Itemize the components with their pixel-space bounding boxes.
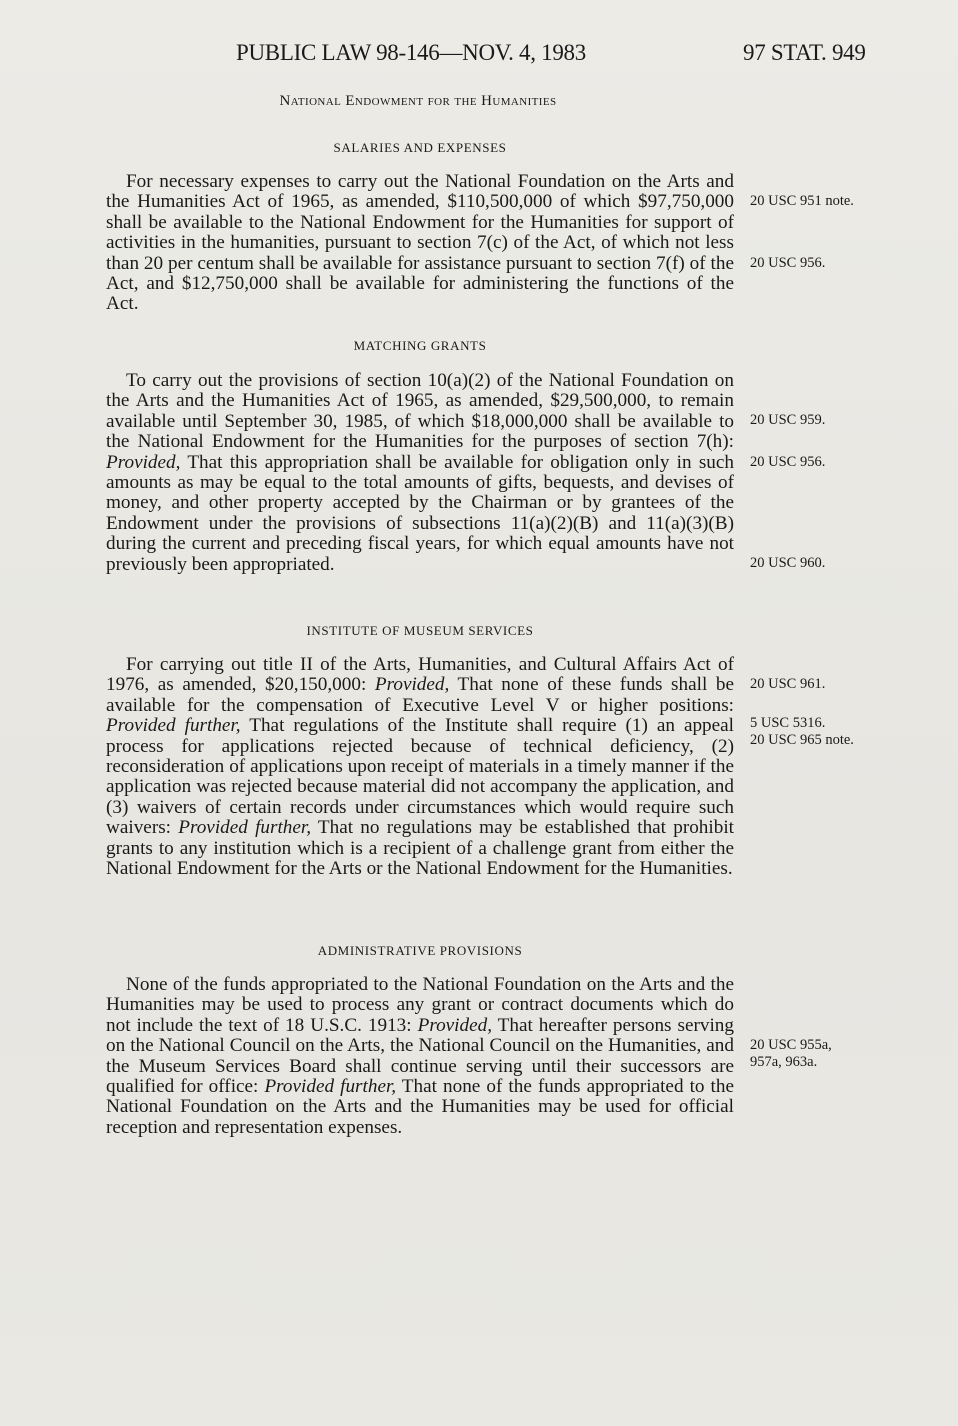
- proviso-museum-2: Provided further,: [106, 715, 241, 737]
- paragraph-museum-text-2: That none of these funds shall be available for the compensation of Executive Level V or higher positions:: [106, 674, 734, 716]
- running-header-title: PUBLIC LAW 98-146—NOV. 4, 1983: [236, 40, 586, 65]
- proviso-admin-2: Provided further,: [264, 1076, 397, 1098]
- paragraph-admin-text-2: That hereafter persons serving on the National Council on the Arts, the National Council on the Humanities, and the Museum Services Board shall continue serving until their successors are qualified for office:: [106, 1014, 734, 1098]
- paragraph-admin: [106, 975, 734, 1138]
- margin-note: 5 USC 5316.: [750, 715, 826, 731]
- paragraph-museum-text-4: That no regulations may be established that prohibit grants to any institution which is a recipient of a challenge grant from either the National Endowment for the Arts or the National Endowment for the Humanities.: [106, 817, 734, 880]
- margin-note: 20 USC 959.: [750, 412, 826, 428]
- margin-note: 957a, 963a.: [750, 1054, 818, 1070]
- subhead-museum: INSTITUTE OF MUSEUM SERVICES: [306, 623, 534, 638]
- margin-note: 20 USC 956.: [750, 255, 826, 271]
- margin-note: 20 USC 961.: [750, 676, 826, 692]
- paragraph-museum: [106, 655, 734, 879]
- running-header-statute-page: 97 STAT. 949: [743, 40, 866, 65]
- margin-note: 20 USC 960.: [750, 555, 826, 571]
- paragraph-salaries-text: For necessary expenses to carry out the National Foundation on the Arts and the Humanities Act of 1965, as amended, $110,500,000 of which $97,750,000 shall be available to the National Endowment for the Humanities for support of activities in the humanities, pursuant to section 7(c) of the Act, of which not less than 20 per centum shall be available for assistance pursuant to section 7(f) of the Act, and $12,750,000 shall be available for administering the functions of the Act.: [106, 171, 734, 315]
- proviso-museum-1: Provided,: [374, 674, 450, 696]
- margin-note: 20 USC 956.: [750, 454, 826, 470]
- proviso-museum-3: Provided further,: [178, 817, 312, 839]
- paragraph-matching-text-1: To carry out the provisions of section 10(a)(2) of the National Foundation on the Arts and the Humanities Act of 1965, as amended, $29,500,000, to remain available until September 30, 1985, of which $18,000,000 shall be available to the National Endowment for the Humanities for the purposes of section 7(h):: [106, 370, 734, 453]
- section-title: National Endowment for the Humanities: [279, 93, 557, 109]
- proviso-admin-1: Provided,: [417, 1014, 493, 1036]
- margin-note: 20 USC 965 note.: [750, 732, 854, 748]
- paragraph-museum-text-3: That regulations of the Institute shall require (1) an appeal process for applications rejected because of technical deficiency, (2) reconsideration of applications upon receipt of materials in a timely manner if the application was rejected because material did not accompany the application, and (3) waivers of certain records under circumstances which would require such waivers:: [106, 715, 735, 839]
- proviso-matching: Provided,: [106, 451, 181, 473]
- subhead-admin: ADMINISTRATIVE PROVISIONS: [317, 943, 523, 958]
- margin-note: 20 USC 951 note.: [750, 193, 854, 209]
- paragraph-admin-text-1: None of the funds appropriated to the National Foundation on the Arts and the Humanities may be used to process any grant or contract documents which do not include the text of 18 U.S.C. 1913:: [106, 974, 734, 1036]
- margin-note: 20 USC 955a,: [750, 1037, 832, 1053]
- paragraph-salaries: [106, 172, 734, 315]
- paragraph-matching-text-2: That this appropriation shall be available for obligation only in such amounts as may be equal to the total amounts of gifts, bequests, and devises of money, and other property accepted by the Chairman or by grantees of the Endowment under the provisions of subsections 11(a)(2)(B) and 11(a)(3)(B) during the current and preceding fiscal years, for which equal amounts have not previously been appropriated.: [106, 451, 734, 575]
- subhead-salaries: SALARIES AND EXPENSES: [333, 140, 507, 155]
- paragraph-admin-text-3: That none of the funds appropriated to the National Foundation on the Arts and the Humanities may be used for official reception and representation expenses.: [106, 1076, 734, 1138]
- subhead-matching: MATCHING GRANTS: [353, 338, 487, 353]
- paragraph-museum-text-1: For carrying out title II of the Arts, Humanities, and Cultural Affairs Act of 1976, as amended, $20,150,000:: [106, 654, 734, 696]
- paragraph-matching: [106, 371, 734, 575]
